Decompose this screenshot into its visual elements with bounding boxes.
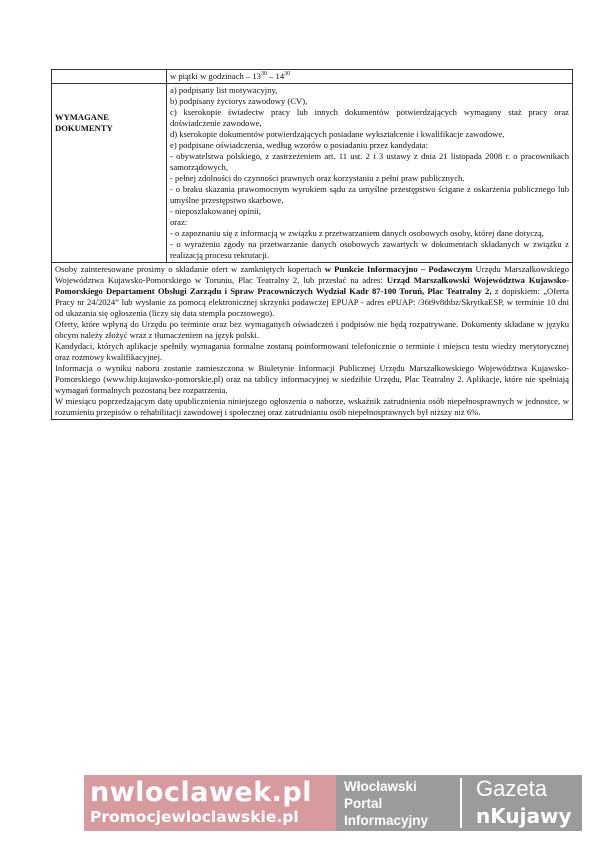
required-docs-row [52,84,573,263]
submission-text-2: Urzędu Marszałkowskiego Województwa Kujawsko-Pomorskiego w Toruniu, Plac Teatralny 2, lub przesłać na adres: [55,264,569,285]
doc-item: - o wyrażeniu zgody na przetwarzanie danych osobowych zawartych w dokumentach składanych w związku z realizacją procesu rekrutacji. [170,239,569,260]
required-docs-list [167,84,573,263]
portal-line-3: Informacyjny [344,813,429,828]
submission-paragraph [55,264,569,319]
site-logo-text: nwloclawek.pl [90,777,312,808]
doc-item: e) podpisane oświadczenia, według wzorów o posiadaniu przez kandydata: [170,140,428,150]
job-offer-table [51,69,573,420]
hours-row [52,70,573,84]
portal-text [344,778,428,829]
submission-address: Urząd Marszałkowski Województwa Kujawsko-Pomorskiego Departament Obsługi Zarządu i Spraw Pracowniczych Wydział Kadr 87-100 Toruń, Plac Teatralny 2, [55,275,569,296]
doc-item: c) kserokopie świadectw pracy lub innych dokumentów potwierdzających wymagany staż pracy oraz doświadczenie zawodowe, [170,107,569,128]
required-docs-label [52,84,167,263]
banner-divider [460,778,462,828]
late-offers-paragraph: Oferty, które wpłyną do Urzędu po terminie oraz bez wymaganych oświadczeń i podpisów nie będą rozpatrywane. Dokumenty składane w języku obcym należy złożyć wraz z tłumaczeniem na język polski. [55,319,569,340]
promo-logo-text: Promocjewloclawskie.pl [90,808,299,826]
doc-item: a) podpisany list motywacyjny, [170,85,278,95]
hours-cell [167,70,573,84]
label-line-2: DOKUMENTY [55,123,113,133]
doc-item: - obywatelstwa polskiego, z zastrzeżeniem art. 11 ust. 2 i 3 ustawy z dnia 21 listopada 2008 r. o pracownikach samorządowych, [170,151,569,172]
doc-item: - pełnej zdolności do czynności prawnych oraz korzystaniu z pełni praw publicznych. [170,173,465,183]
footer-banner [84,775,582,831]
submission-text-3: z dopiskiem: „Oferta Pracy nr 24/2024” lub wysłanie za pomocą elektronicznej skrzynki podawczej EPUAP - adres ePUAP: /36t9v8thbz/SkrytkaESP, w terminie 10 dni od ukazania się ogłoszenia (liczy się data stempla pocztowego). [55,286,569,318]
doc-item: d) kserokopie dokumentów potwierdzających posiadane wykształcenie i kwalifikacje zawodowe, [170,129,505,139]
doc-item: b) podpisany życiorys zawodowy (CV), [170,96,308,106]
doc-item: oraz: [170,217,188,227]
label-line-1: WYMAGANE [55,112,109,122]
employment-indicator-paragraph: W miesiącu poprzedzającym datę upublicznienia niniejszego ogłoszenia o naborze, wskaźnik zatrudnienia osób niepełnosprawnych w jednostce, w rozumieniu przepisów o rehabilitacji zawodowej i społecznej oraz zatrudnianiu osób niepełnosprawnych był niższy niż 6%. [55,396,569,417]
submission-place: w Punkcie Informacyjno – Podawczym [324,264,473,274]
submission-text: Osoby zainteresowane prosimy o składanie ofert w zamkniętych kopertach [55,264,325,274]
nkujawy-logo-text: nKujawy [476,804,572,828]
results-paragraph: Informacja o wyniku naboru zostanie zamieszczona w Biuletynie Informacji Publicznej Urzędu Marszałkowskiego Województwa Kujawsko-Pomorskiego (www.bip.kujawsko-pomorskie.pl) oraz na tablicy informacyjnej w siedzibie Urzędu, Plac Teatralny 2. Aplikacje, które nie spełniają wymagań formalnych pozostaną bez rozpatrzenia. [55,363,569,395]
empty-label-cell [52,70,167,84]
hours-sup-2: 30 [284,71,291,78]
doc-item: - o zapoznaniu się z informacją w związku z przetwarzaniem danych osobowych osoby, której dane dotyczą, [170,228,544,238]
notes-row [52,263,573,420]
doc-item: - nieposzlakowanej opinii, [170,206,261,216]
doc-item: - o braku skazania prawomocnym wyrokiem sądu za umyślne przestępstwo ścigane z oskarżenia publicznego lub umyślne przestępstwo skarbowe, [170,184,569,205]
notes-cell [52,263,573,420]
banner-portal-block [336,775,582,831]
hours-sup-1: 30 [260,71,267,78]
banner-site-block [84,775,336,831]
portal-line-2: Portal [344,796,383,811]
hours-dash: – 14 [266,71,285,81]
candidates-paragraph: Kandydaci, których aplikacje spełniły wymagania formalne zostaną poinformowani telefonicznie o terminie i miejscu testu wiedzy merytorycznej oraz rozmowy kwalifikacyjnej. [55,341,569,362]
gazeta-text: Gazeta [476,776,547,801]
hours-text: w piątki w godzinach – 13 [170,71,261,81]
portal-line-1: Włocławski [344,779,417,794]
